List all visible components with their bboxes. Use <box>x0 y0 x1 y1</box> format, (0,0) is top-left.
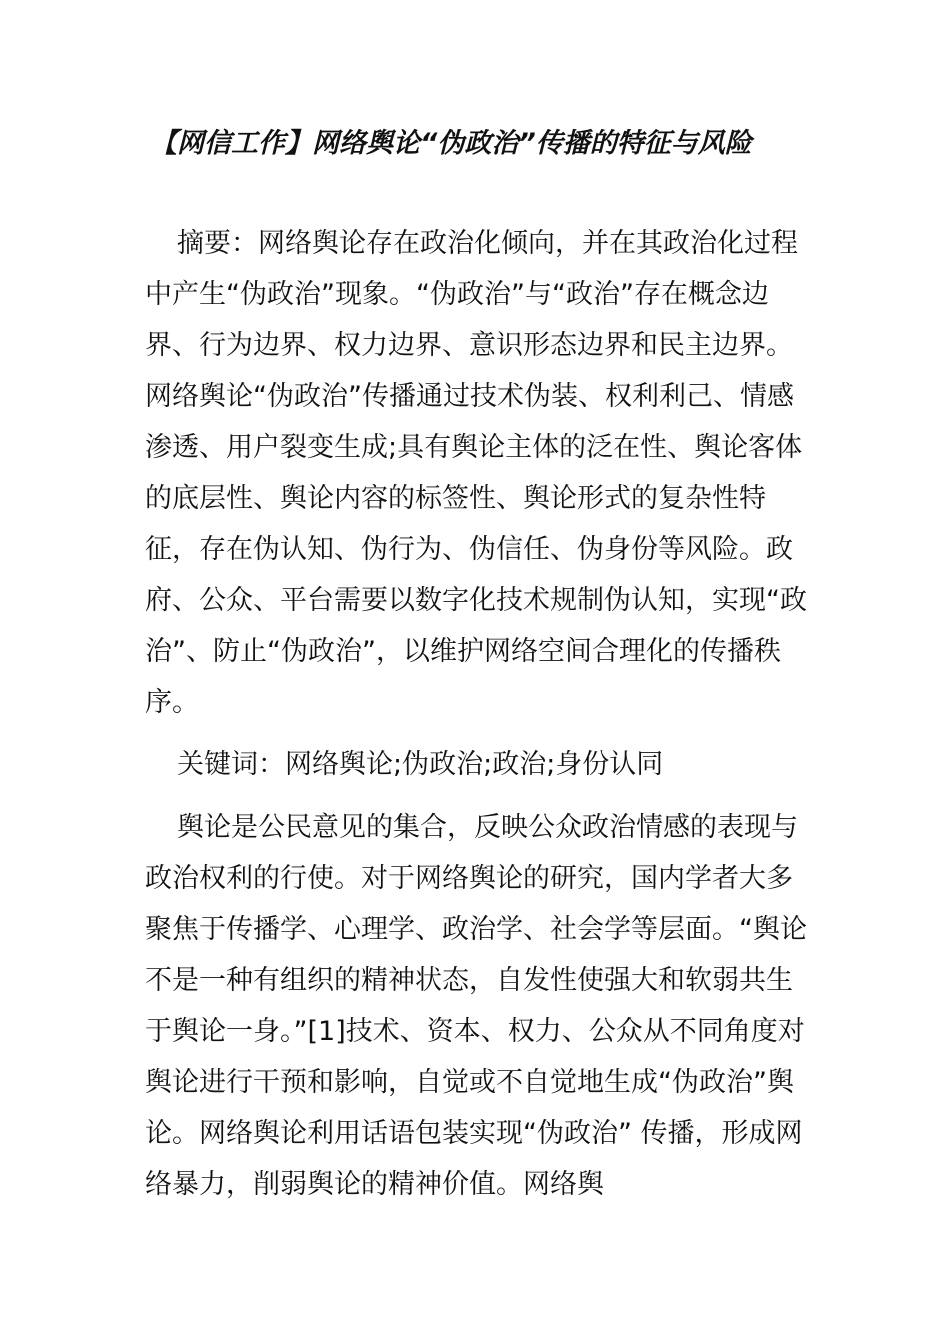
intro-paragraph: 舆论是公民意见的集合，反映公众政治情感的表现与政治权利的行使。对于网络舆论的研究，国内学者大多聚焦于传播学、心理学、政治学、社会学等层面。“舆论不是一种有组织的精神状态，自发性使强大和软弱共生于舆论一身。”[1]技术、资本、权力、公众从不同角度对舆论进行干预和影响，自觉或不自觉地生成“伪政治”舆论。网络舆论利用话语包装实现“伪政治” 传播，形成网络暴力，削弱舆论的精神价值。网络舆 <box>145 812 807 1200</box>
abstract-paragraph: 摘要：网络舆论存在政治化倾向，并在其政治化过程中产生“伪政治”现象。“伪政治”与“政治”存在概念边界、行为边界、权力边界、意识形态边界和民主边界。网络舆论“伪政治”传播通过技术伪装、权利利己、情感渗透、用户裂变生成;具有舆论主体的泛在性、舆论客体的底层性、舆论内容的标签性、舆论形式的复杂性特征，存在伪认知、伪行为、伪信任、伪身份等风险。政府、公众、平台需要以数字化技术规制伪认知，实现“政治”、防止“伪政治”，以维护网络空间合理化的传播秩序。 <box>145 228 807 718</box>
document-title: 【网信工作】网络舆论“伪政治”传播的特征与风险 <box>150 128 752 159</box>
keywords-paragraph: 关键词：网络舆论;伪政治;政治;身份认同 <box>177 749 664 780</box>
